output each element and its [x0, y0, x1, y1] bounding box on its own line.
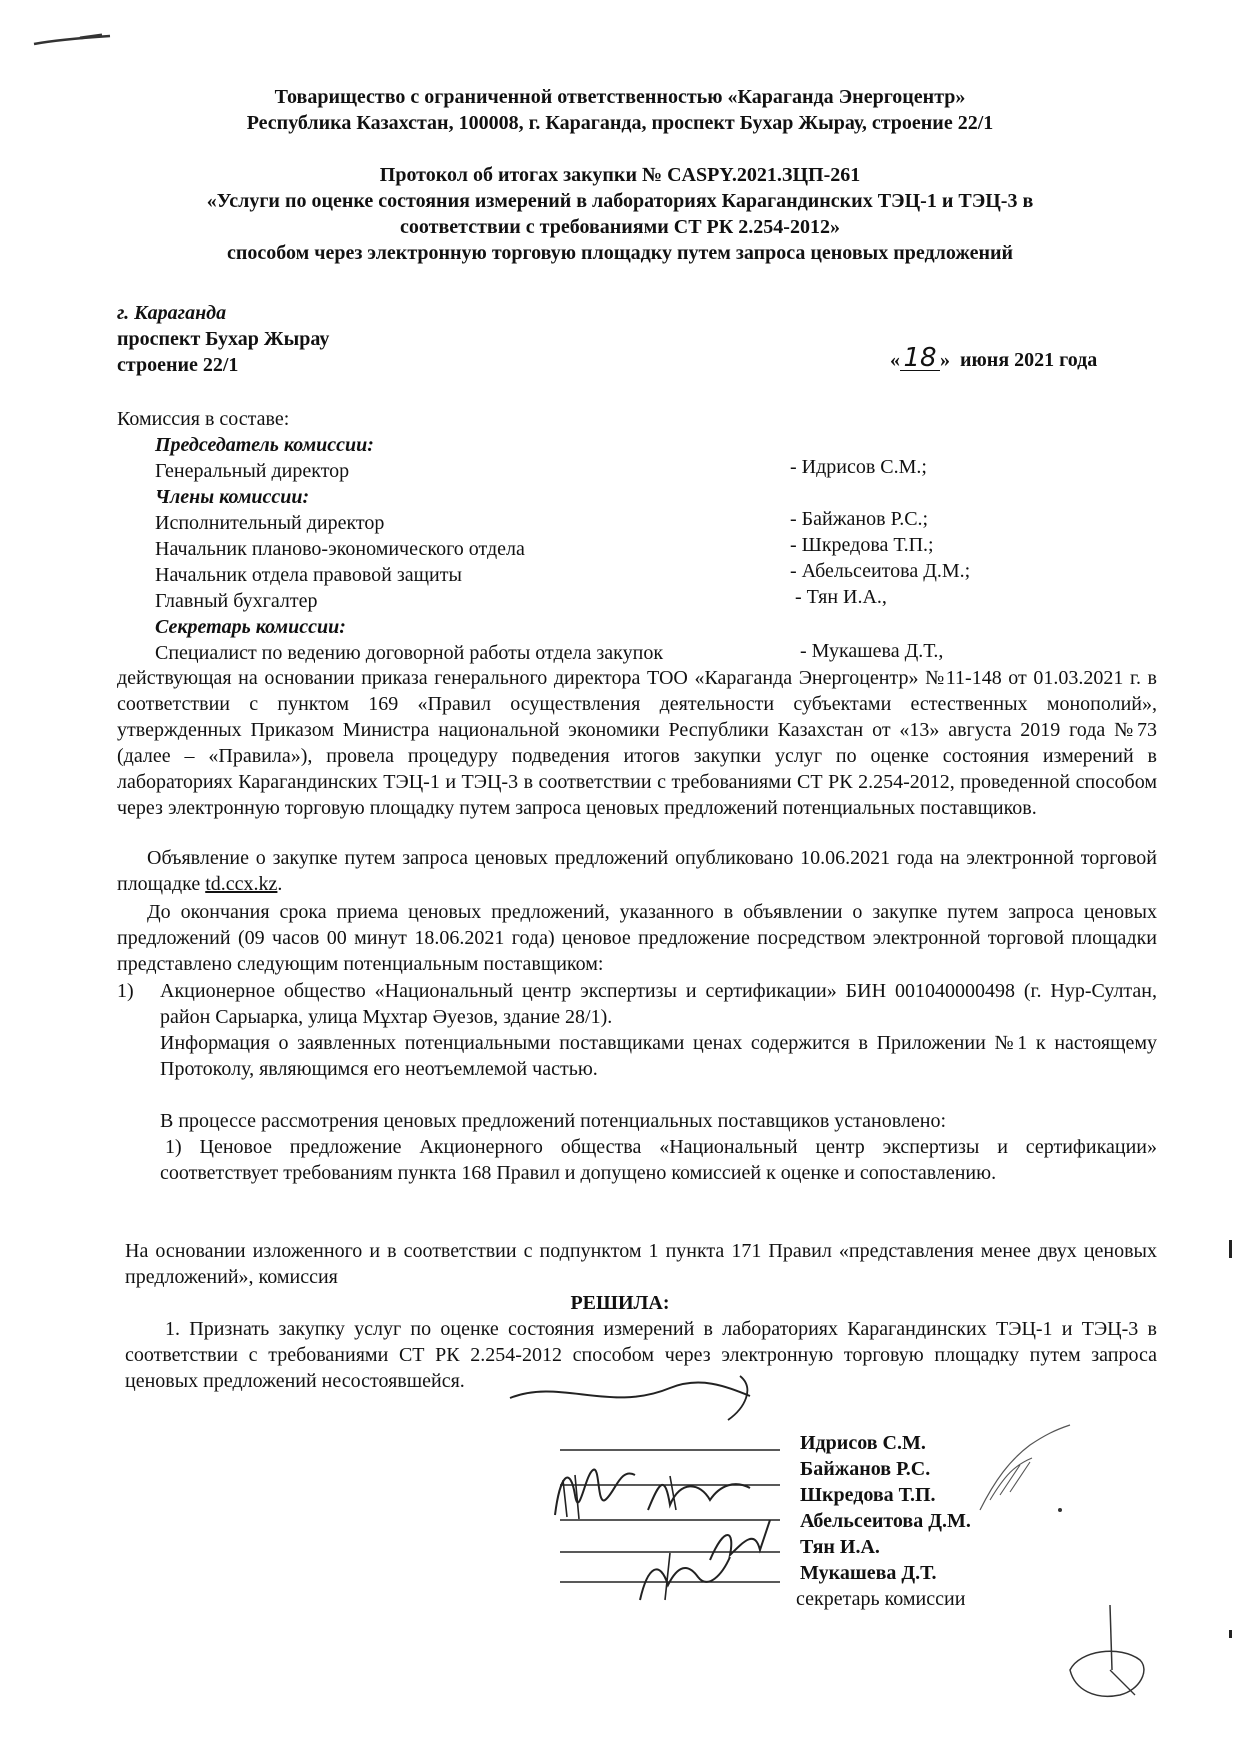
- supplier-item: Акционерное общество «Национальный центр экспертизы и сертификации» БИН 001040000498 (г. Нур-Султан, район Сарыарка, улица Мұхтар Әуезов, здание 28/1).: [160, 980, 1157, 1028]
- date-open-quote: «: [890, 349, 900, 371]
- announcement-end: .: [277, 873, 283, 895]
- secretary-caption: секретарь комиссии: [796, 1588, 966, 1610]
- chair-name: - Идрисов С.М.;: [790, 456, 927, 478]
- chair-heading: Председатель комиссии:: [155, 434, 374, 456]
- announcement-link[interactable]: td.ccx.kz: [205, 873, 278, 895]
- commission-intro: Комиссия в составе:: [117, 408, 290, 430]
- protocol-subject-line1: «Услуги по оценке состояния измерений в лабораториях Карагандинских ТЭЦ-1 и ТЭЦ-3 в: [206, 190, 1034, 212]
- protocol-method: способом через электронную торговую площадку путем запроса ценовых предложений: [226, 242, 1014, 264]
- member-name: - Абельсеитова Д.М.;: [790, 560, 971, 582]
- date-day: 18: [900, 346, 940, 371]
- member-role: Главный бухгалтер: [155, 590, 318, 612]
- signatory-name: Идрисов С.М.: [800, 1432, 926, 1454]
- place-building: строение 22/1: [117, 354, 239, 376]
- chair-role: Генеральный директор: [155, 460, 350, 482]
- signatory-name: Тян И.А.: [800, 1536, 880, 1558]
- protocol-subject-line2: соответствии с требованиями СТ РК 2.254-2012»: [400, 216, 840, 238]
- date-close-quote: »: [940, 349, 950, 371]
- org-address: Республика Казахстан, 100008, г. Караганда, проспект Бухар Жырау, строение 22/1: [246, 112, 994, 134]
- announcement-text: Объявление о закупке путем запроса ценовых предложений опубликовано 10.06.2021 года на электронной торговой площадке: [117, 847, 1157, 895]
- member-name: - Тян И.А.,: [795, 586, 887, 608]
- scan-marks-right-edge: [1225, 1240, 1237, 1640]
- member-name: - Шкредова Т.П.;: [790, 534, 934, 556]
- org-name: Товарищество с ограниченной ответственностью «Караганда Энергоцентр»: [274, 86, 966, 108]
- protocol-title: Протокол об итогах закупки № CASPY.2021.ЗЦП-261: [379, 164, 861, 186]
- basis-paragraph: действующая на основании приказа генерального директора ТОО «Караганда Энергоцентр» №11-148 от 01.03.2021 г. в соответствии с пунктом 169 «Правил осуществления деятельности субъектами естественных монополий», утвержденных Приказом Министра национальной экономики Республики Казахстан от «13» августа 2019 года №73 (далее – «Правила»), провела процедуру подведения итогов закупки услуг по оценке состояния измерений в лабораториях Карагандинских ТЭЦ-1 и ТЭЦ-3 в соответствии с требованиями СТ РК 2.254-2012, проведенной способом через электронную торговую площадку путем запроса ценовых предложений потенциальных поставщиков.: [117, 667, 1157, 819]
- supplier-number: 1): [117, 980, 134, 1002]
- scan-dot: [1055, 1505, 1065, 1515]
- deadline-paragraph: До окончания срока приема ценовых предложений, указанного в объявлении о закупке путем запроса ценовых предложений (09 часов 00 минут 18.06.2021 года) ценовое предложение посредством электронной торговой площадки представлено следующим потенциальным поставщиком:: [117, 901, 1157, 975]
- grounds-paragraph: На основании изложенного и в соответствии с подпунктом 1 пункта 171 Правил «представления менее двух ценовых предложений», комиссия: [125, 1240, 1157, 1288]
- members-heading: Члены комиссии:: [155, 486, 310, 508]
- price-info-paragraph: Информация о заявленных потенциальными поставщиками ценах содержится в Приложении №1 к настоящему Протоколу, являющимся его неотъемлемой частью.: [160, 1032, 1157, 1080]
- secretary-heading: Секретарь комиссии:: [155, 616, 346, 638]
- signature-mukasheva: [630, 1545, 740, 1605]
- protocol-date: [890, 343, 1130, 373]
- place-city: г. Караганда: [117, 302, 227, 324]
- signatory-name: Мукашева Д.Т.: [800, 1562, 937, 1584]
- review-paragraph: В процессе рассмотрения ценовых предложений потенциальных поставщиков установлено:: [160, 1110, 946, 1132]
- member-role: Исполнительный директор: [155, 512, 385, 534]
- scan-mark-top-left: [30, 30, 120, 50]
- member-role: Начальник планово-экономического отдела: [155, 538, 525, 560]
- decision-item: 1. Признать закупку услуг по оценке состояния измерений в лабораториях Карагандинских ТЭЦ-1 и ТЭЦ-3 в соответствии с требованиями СТ РК 2.254-2012 способом через электронную торговую площадку путем запроса ценовых предложений несостоявшейся.: [125, 1318, 1157, 1392]
- signature-initial-mark: [470, 1368, 800, 1428]
- place-street: проспект Бухар Жырау: [117, 328, 330, 350]
- secretary-name: - Мукашева Д.Т.,: [800, 640, 944, 662]
- review-item: 1) Ценовое предложение Акционерного общества «Национальный центр экспертизы и сертификации» соответствует требованиям пункта 168 Правил и допущено комиссией к оценке и сопоставлению.: [160, 1136, 1157, 1184]
- signatory-name: Шкредова Т.П.: [800, 1484, 936, 1506]
- announcement-paragraph: [117, 845, 1157, 897]
- date-month-year: июня 2021 года: [960, 349, 1098, 371]
- member-role: Начальник отдела правовой защиты: [155, 564, 462, 586]
- signatory-name: Абельсеитова Д.М.: [800, 1510, 971, 1532]
- member-name: - Байжанов Р.С.;: [790, 508, 929, 530]
- secretary-role: Специалист по ведению договорной работы отдела закупок: [155, 642, 664, 664]
- signature-abelseitova: [1050, 1600, 1160, 1710]
- decided-heading: РЕШИЛА:: [570, 1292, 670, 1314]
- signatory-name: Байжанов Р.С.: [800, 1458, 931, 1480]
